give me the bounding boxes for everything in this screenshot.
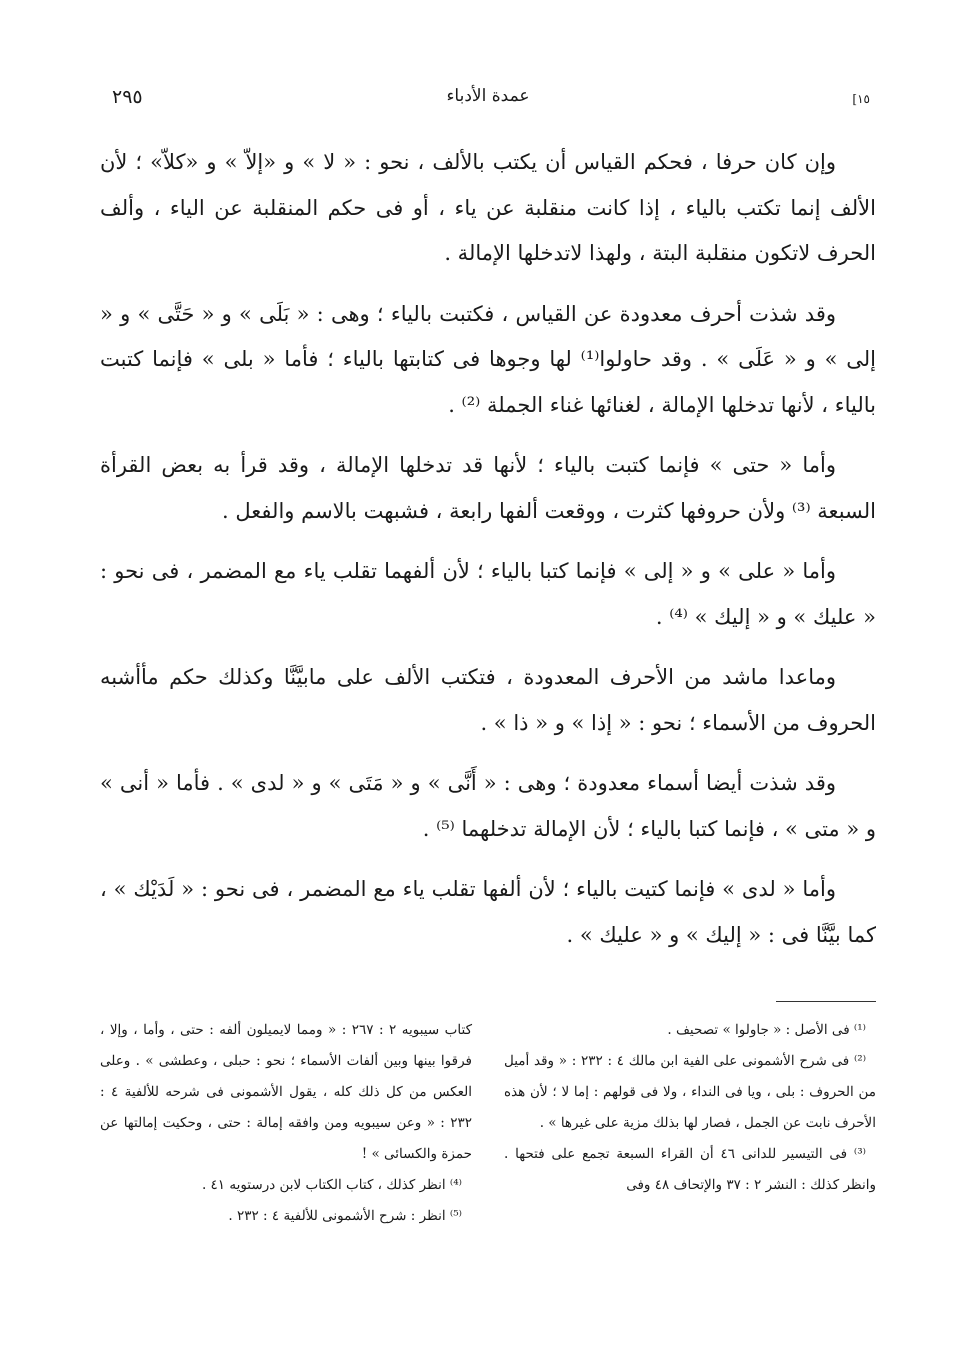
footnote: ⁽⁵⁾ انظر : شرح الأشمونى للألفية ٤ : ٢٣٢ . xyxy=(228,1208,462,1224)
footnote: ⁽³⁾ فى التيسير للدانى ٤٦ أن القراء السبعة تجمع على فتحها . وانظر كذلك : النشر ٢ : ٣٧ والإتحاف ٤٨ وفى xyxy=(504,1146,876,1193)
paragraph: وقد شذت أحرف معدودة عن القياس ، فكتبت بالياء ؛ وهى : « بَلَى » و « حَتَّى » و « إلى » و « عَلَى » . وقد حاولوا⁽¹⁾ لها وجوها فى كتابتها بالياء ؛ فأما « بلى » فإنما كتبت بالياء ، لأنها تدخلها الإمالة ، لغنائها غناء الجملة ⁽²⁾ . xyxy=(100,301,876,417)
footnote: ⁽²⁾ فى شرح الأشمونى على الفية ابن مالك ٤ : ٢٣٢ : « وقد أميل من الحروف : بلى ، ويا فى النداء ، ولا فى قولهم : إما لا ؛ لأن هذه الأحرف نابت عن الجمل ، فصار لها بذلك مزية على غيرها » . xyxy=(504,1053,876,1131)
page-number: ٢٩٥ xyxy=(112,86,143,108)
footnote-divider xyxy=(776,1001,876,1002)
footnotes xyxy=(100,1015,876,1232)
page-header xyxy=(100,84,876,114)
footnote: ⁽¹⁾ فى الأصل : « جاولوا » تصحيف . xyxy=(667,1022,866,1038)
paragraph: وأما « حتى » فإنما كتبت بالياء ؛ لأنها قد تدخلها الإمالة ، وقد قرأ به بعض القرأة السبعة ⁽³⁾ ولأن حروفها كثرت ، ووقعت ألفها رابعة ، فشبهت بالاسم والفعل . xyxy=(100,453,876,523)
footnotes-right-column xyxy=(504,1015,876,1232)
running-title: عمدة الأدباء xyxy=(446,86,530,106)
footnote-continuation: كتاب سيبويه ٢ : ٢٦٧ : « ومما لايميلون ألفه : حتى ، وأما ، وإلا ، فرقوا بينها وبين ألفات الأسماء ؛ نحو : حبلى ، وعطشى » . وعلى العكس من كل ذلك كله ، يقول الأشمونى فى شرحه للألفية ٤ : ٢٣٢ : « وعن سيبويه ومن وافقه إمالة : حتى ، وحكيت إمالتها عن حمزة والكسائى » ! xyxy=(100,1022,472,1162)
footnote: ⁽⁴⁾ انظر كذلك ، كتاب الكتاب لابن درستويه ٤١ . xyxy=(201,1177,462,1193)
paragraph: وماعدا ماشد من الأحرف المعدودة ، فتكتب الألف على مابيَّنَّا وكذلك حكم مأأشبه الحروف من الأسماء ؛ نحو : « إذا » و « ذا » . xyxy=(100,665,876,735)
paragraph: وإن كان حرفا ، فحكم القياس أن يكتب بالألف ، نحو : « لا » و «إلاّ » و «كلاّ» ؛ لأن الألف إنما تكتب بالياء ، إذا كانت منقلبة عن ياء ، أو فى حكم المنقلبة عن الياء ، وألف الحرف لاتكون منقلبة البتة ، ولهذا لاتدخلها الإمالة . xyxy=(100,150,876,265)
footnotes-left-column xyxy=(100,1015,472,1232)
paragraph: وقد شذت أيضا أسماء معدودة ؛ وهى : « أَنَّى » و « مَتَى » و « لدى » . فأما « أنى » و « متى » ، فإنما كتبا بالياء ؛ لأن الإمالة تدخلهما ⁽⁵⁾ . xyxy=(100,771,876,841)
sheet-mark: [١٥ xyxy=(852,92,870,106)
main-text xyxy=(100,140,876,973)
paragraph: وأما « على » و « إلى » فإنما كتبا بالياء ؛ لأن ألفهما تقلب ياء مع المضمر ، فى نحو : « عليك » و « إليك » ⁽⁴⁾ . xyxy=(100,559,876,629)
paragraph: وأما « لدى » فإنما كتيت بالياء ؛ لأن ألفها تقلب ياء مع المضمر ، فى نحو : « لَدَيْك » ، كما بيَّنَّا فى : « إليك » و « عليك » . xyxy=(100,877,876,947)
